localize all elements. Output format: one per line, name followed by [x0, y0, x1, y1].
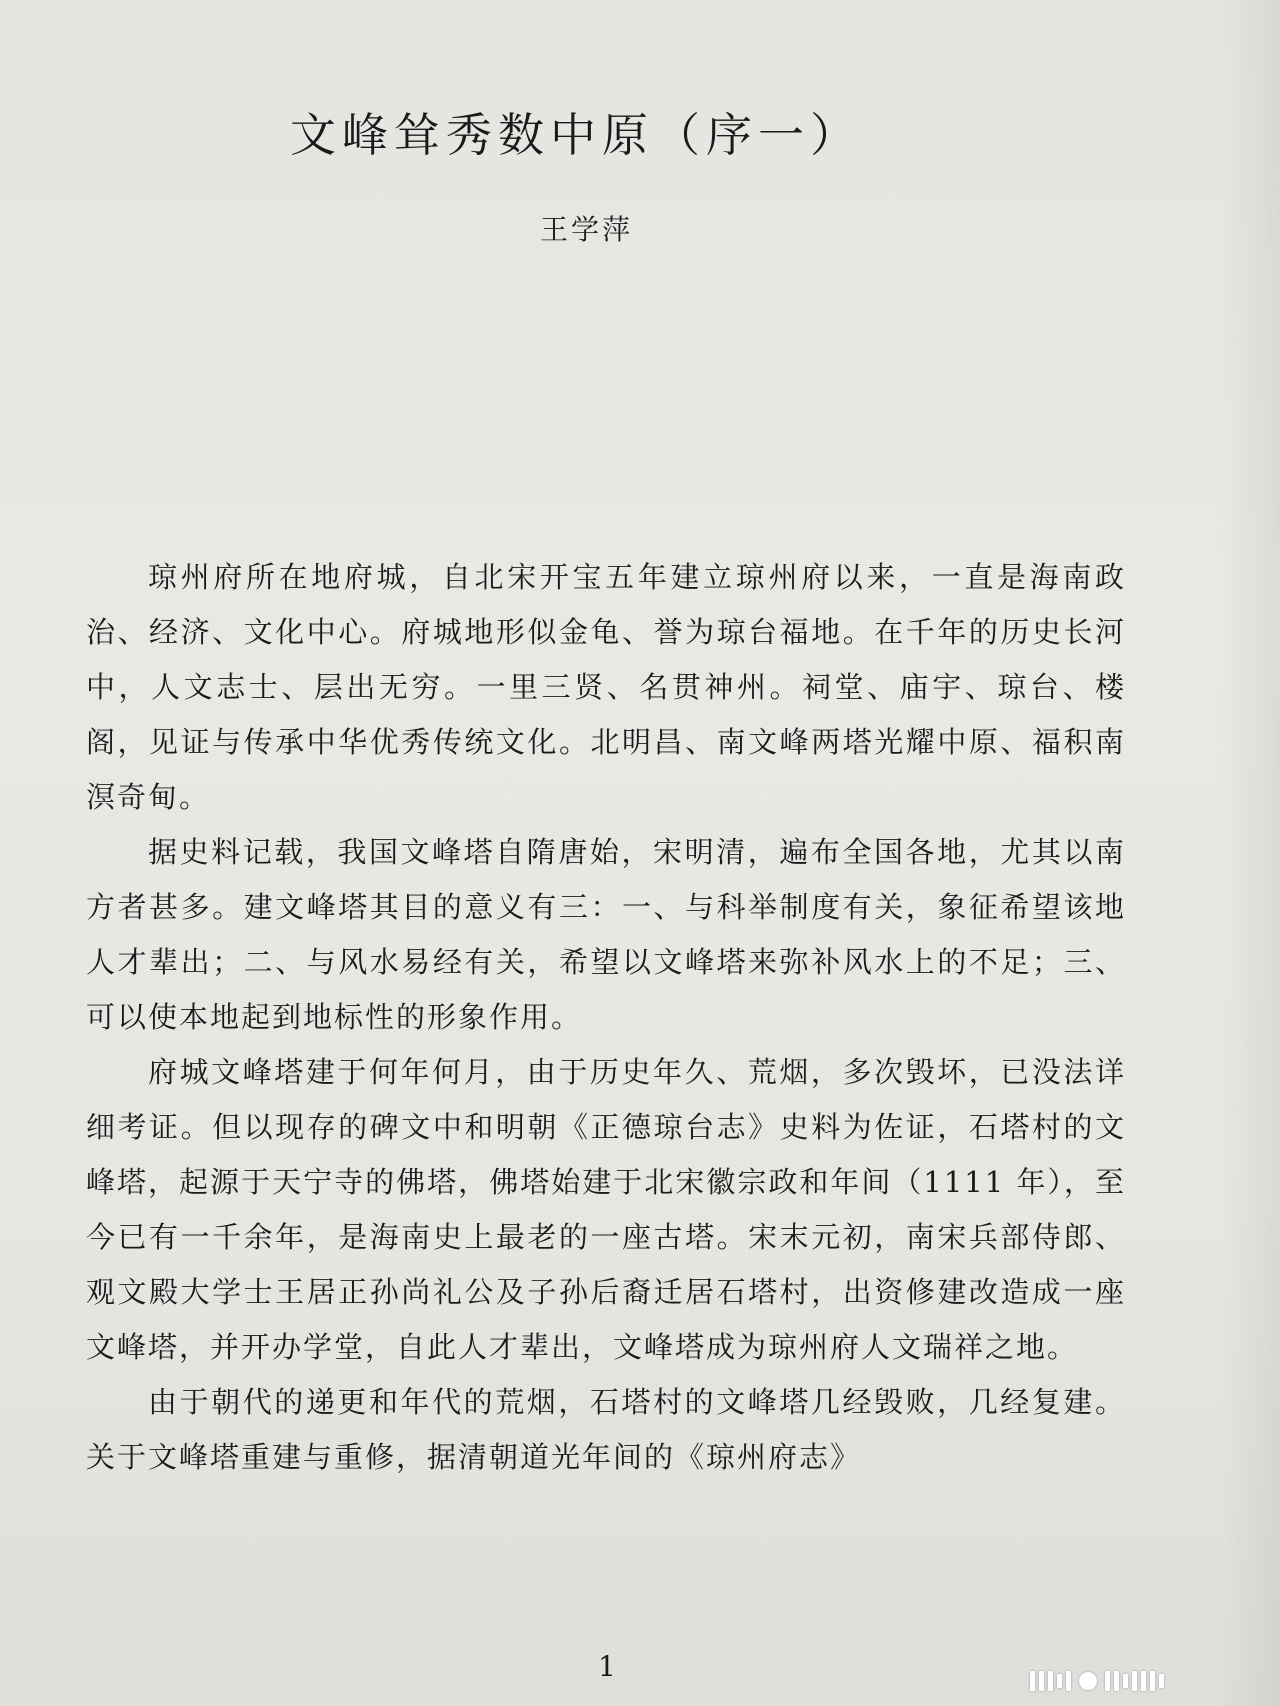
page-title: 文峰耸秀数中原（序一）: [290, 108, 862, 162]
watermark-bar: [1159, 1674, 1164, 1688]
watermark-dot: [1079, 1672, 1097, 1690]
paragraph-3: 府城文峰塔建于何年何月，由于历史年久、荒烟，多次毁坏，已没法详细考证。但以现存的碑文中和明朝《正德琼台志》史料为佐证，石塔村的文峰塔，起源于天宁寺的佛塔，佛塔始建于北宋徽宗政和年间（1111 年），至今已有一千余年，是海南史上最老的一座古塔。宋末元初，南宋兵部侍郎、观文殿大学士王居正孙尚礼公及子孙后裔迁居石塔村，出资修建改造成一座文峰塔，并开办学堂，自此人才辈出，文峰塔成为琼州府人文瑞祥之地。: [86, 1055, 1126, 1364]
watermark-bar: [1039, 1671, 1044, 1691]
page-edge-shadow: [1220, 0, 1280, 1706]
body-text: [86, 550, 1126, 1485]
watermark-bar: [1030, 1671, 1035, 1691]
watermark-bar: [1114, 1671, 1119, 1691]
watermark-bar: [1057, 1674, 1062, 1688]
watermark-bar: [1066, 1671, 1071, 1691]
watermark-bar: [1141, 1671, 1146, 1691]
author-name: 王学萍: [540, 213, 634, 246]
paragraph-4: 由于朝代的递更和年代的荒烟，石塔村的文峰塔几经毁败，几经复建。关于文峰塔重建与重修，据清朝道光年间的《琼州府志》: [86, 1385, 1126, 1474]
watermark-bar: [1105, 1671, 1110, 1691]
watermark-bar: [1123, 1674, 1128, 1688]
page-number: 1: [598, 1650, 616, 1683]
paragraph-1: 琼州府所在地府城，自北宋开宝五年建立琼州府以来，一直是海南政治、经济、文化中心。府城地形似金龟、誉为琼台福地。在千年的历史长河中，人文志士、层出无穷。一里三贤、名贯神州。祠堂、庙宇、琼台、楼阁，见证与传承中华优秀传统文化。北明昌、南文峰两塔光耀中原、福积南溟奇甸。: [86, 560, 1126, 814]
toutiao-watermark-icon: [1030, 1670, 1260, 1692]
watermark-bar: [1150, 1671, 1155, 1691]
paragraph-2: 据史料记载，我国文峰塔自隋唐始，宋明清，遍布全国各地，尤其以南方者甚多。建文峰塔其目的意义有三：一、与科举制度有关，象征希望该地人才辈出；二、与风水易经有关，希望以文峰塔来弥补风水上的不足；三、可以使本地起到地标性的形象作用。: [86, 835, 1126, 1034]
watermark-bar: [1048, 1671, 1053, 1691]
watermark-bar: [1132, 1671, 1137, 1691]
